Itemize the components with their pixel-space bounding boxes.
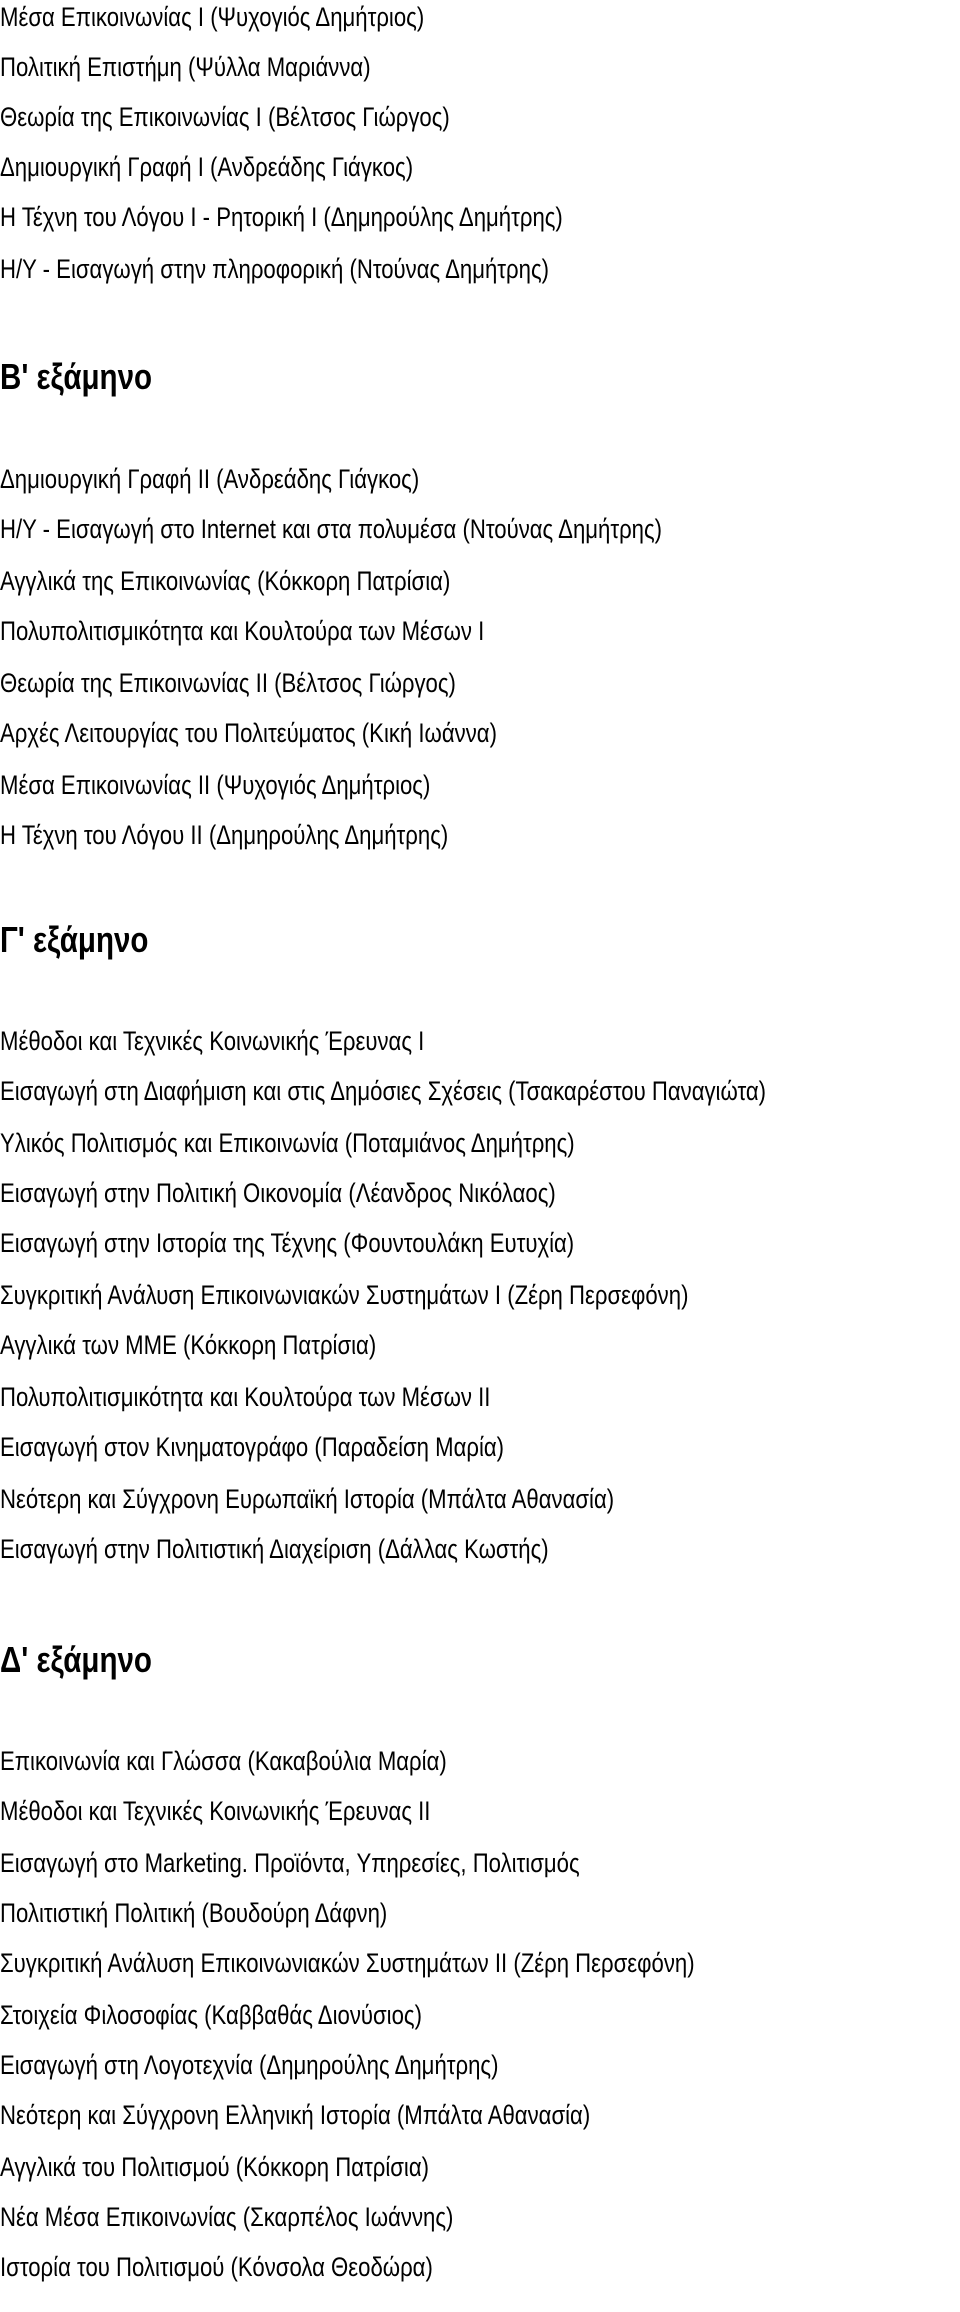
course-item: Επικοινωνία και Γλώσσα (Κακαβούλια Μαρία) [0, 1746, 447, 1776]
course-item: Νέα Μέσα Επικοινωνίας (Σκαρπέλος Ιωάννης) [0, 2202, 454, 2232]
course-item: Μέσα Επικοινωνίας Ι (Ψυχογιός Δημήτριος) [0, 2, 425, 32]
course-item: Εισαγωγή στον Κινηματογράφο (Παραδείση Μαρία) [0, 1432, 505, 1462]
semester-heading: Β' εξάμηνο [0, 356, 153, 397]
course-item: Νεότερη και Σύγχρονη Ευρωπαϊκή Ιστορία (Μπάλτα Αθανασία) [0, 1484, 615, 1514]
course-item: Αγγλικά της Επικοινωνίας (Κόκκορη Πατρίσια) [0, 566, 451, 596]
course-item: Θεωρία της Επικοινωνίας Ι (Βέλτσος Γιώργος) [0, 102, 450, 132]
course-item: Μέθοδοι και Τεχνικές Κοινωνικής Έρευνας ΙΙ [0, 1796, 431, 1826]
course-item: Η/Υ - Εισαγωγή στην πληροφορική (Ντούνας Δημήτρης) [0, 254, 550, 284]
course-item: Ιστορία του Πολιτισμού (Κόνσολα Θεοδώρα) [0, 2252, 433, 2282]
course-item: Πολιτιστική Πολιτική (Βουδούρη Δάφνη) [0, 1898, 388, 1928]
course-item: Πολυπολιτισμικότητα και Κουλτούρα των Μέσων Ι [0, 616, 485, 646]
course-item: Αγγλικά των ΜΜΕ (Κόκκορη Πατρίσια) [0, 1330, 377, 1360]
course-item: Εισαγωγή στην Πολιτική Οικονομία (Λέανδρος Νικόλαος) [0, 1178, 556, 1208]
course-item: Πολυπολιτισμικότητα και Κουλτούρα των Μέσων ΙΙ [0, 1382, 491, 1412]
course-item: Μέσα Επικοινωνίας ΙΙ (Ψυχογιός Δημήτριος) [0, 770, 431, 800]
semester-heading: Δ' εξάμηνο [0, 1639, 152, 1680]
course-item: Εισαγωγή στο Marketing. Προϊόντα, Υπηρεσίες, Πολιτισμός [0, 1848, 580, 1878]
course-item: Δημιουργική Γραφή ΙΙ (Ανδρεάδης Γιάγκος) [0, 464, 420, 494]
course-item: Νεότερη και Σύγχρονη Ελληνική Ιστορία (Μπάλτα Αθανασία) [0, 2100, 591, 2130]
course-item: Συγκριτική Ανάλυση Επικοινωνιακών Συστημάτων ΙΙ (Ζέρη Περσεφόνη) [0, 1948, 695, 1978]
course-item: Υλικός Πολιτισμός και Επικοινωνία (Ποταμιάνος Δημήτρης) [0, 1128, 575, 1158]
course-item: Η Τέχνη του Λόγου Ι - Ρητορική Ι (Δημηρούλης Δημήτρης) [0, 202, 563, 232]
course-item: Εισαγωγή στη Διαφήμιση και στις Δημόσιες Σχέσεις (Τσακαρέστου Παναγιώτα) [0, 1076, 767, 1106]
course-item: Εισαγωγή στη Λογοτεχνία (Δημηρούλης Δημήτρης) [0, 2050, 499, 2080]
course-item: Θεωρία της Επικοινωνίας ΙΙ (Βέλτσος Γιώργος) [0, 668, 456, 698]
course-item: Συγκριτική Ανάλυση Επικοινωνιακών Συστημάτων Ι (Ζέρη Περσεφόνη) [0, 1280, 689, 1310]
course-item: Αγγλικά του Πολιτισμού (Κόκκορη Πατρίσια) [0, 2152, 430, 2182]
course-item: Εισαγωγή στην Ιστορία της Τέχνης (Φουντουλάκη Ευτυχία) [0, 1228, 575, 1258]
course-item: Η Τέχνη του Λόγου ΙΙ (Δημηρούλης Δημήτρης) [0, 820, 449, 850]
course-item: Πολιτική Επιστήμη (Ψύλλα Μαριάννα) [0, 52, 371, 82]
semester-heading: Γ' εξάμηνο [0, 919, 149, 960]
course-item: Εισαγωγή στην Πολιτιστική Διαχείριση (Δάλλας Κωστής) [0, 1534, 549, 1564]
course-item: Αρχές Λειτουργίας του Πολιτεύματος (Κική Ιωάννα) [0, 718, 497, 748]
course-item: Δημιουργική Γραφή Ι (Ανδρεάδης Γιάγκος) [0, 152, 414, 182]
course-item: Μέθοδοι και Τεχνικές Κοινωνικής Έρευνας Ι [0, 1026, 425, 1056]
course-item: Στοιχεία Φιλοσοφίας (Καββαθάς Διονύσιος) [0, 2000, 422, 2030]
course-item: Η/Υ - Εισαγωγή στο Internet και στα πολυμέσα (Ντούνας Δημήτρης) [0, 514, 663, 544]
